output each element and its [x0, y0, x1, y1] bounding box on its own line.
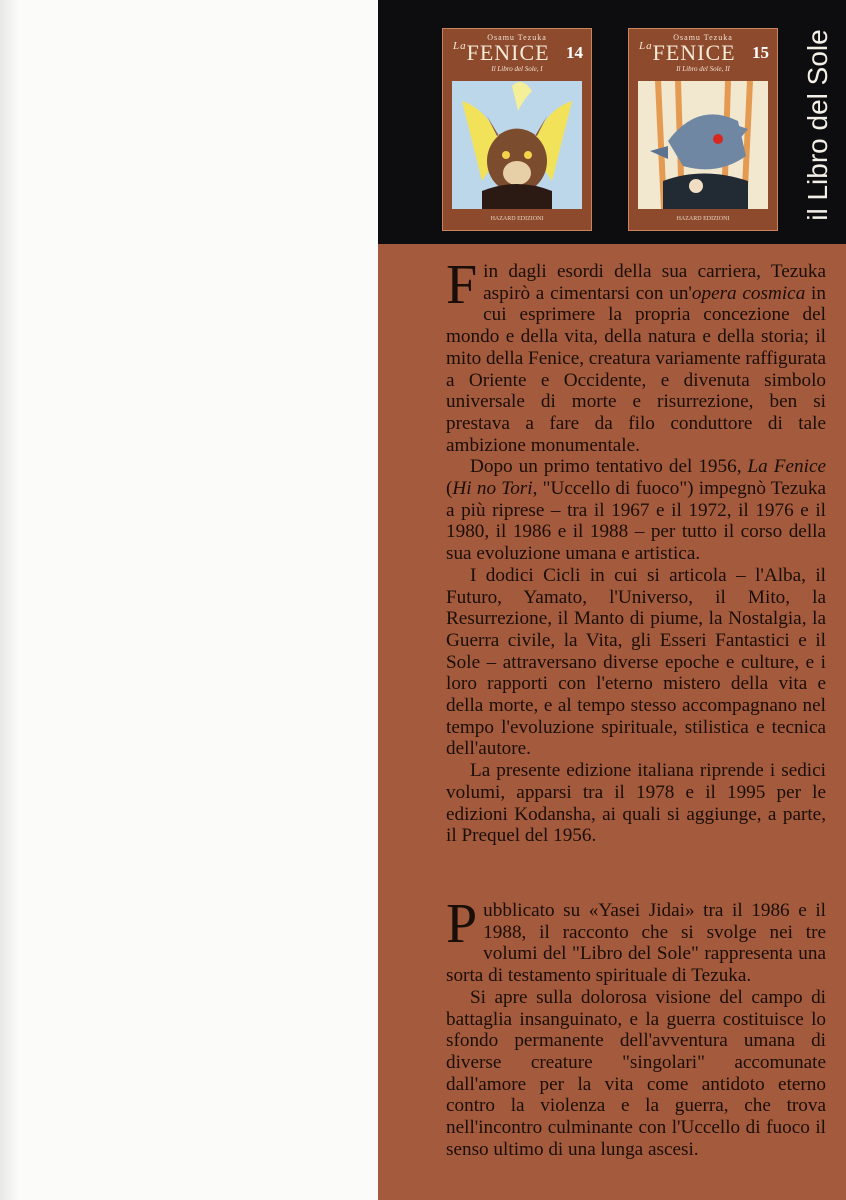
drop-cap: P	[446, 893, 478, 955]
cover-title-main: FENICE	[466, 40, 550, 65]
cover-title-small: La	[453, 40, 467, 52]
paragraph	[446, 254, 827, 456]
cover-subtitle: Il Libro del Sole, II	[676, 65, 730, 73]
paragraph-text: in cui esprimere la propria concezione del mondo e della vita, della natura e della storia; il mito della Fenice, creatura variamente raffigurata a Oriente e Occidente, e divenuta simbolo universale di morte e risurrezione, ben si prestava a fare da filo conduttore di tale ambizione monumentale.	[446, 282, 827, 456]
paragraph-text: Dopo un primo tentativo del 1956,	[470, 456, 748, 478]
page-edge-shadow	[0, 0, 18, 1200]
paragraph-text: (	[446, 478, 453, 500]
paragraph-text: in dagli esordi della sua carriera, Tezuka aspirò a cimentarsi con un'	[483, 261, 826, 304]
cover-title	[639, 40, 736, 66]
cover-title	[453, 40, 550, 66]
cover-subtitle: Il Libro del Sole, I	[491, 65, 543, 73]
synopsis-section-2	[446, 893, 826, 1160]
header-band	[378, 0, 846, 244]
side-title-text: il Libro del Sole	[802, 29, 833, 221]
paragraph	[446, 456, 826, 565]
cover-title-main: FENICE	[652, 40, 736, 65]
paragraph: La presente edizione italiana riprende i sedici volumi, apparsi tra il 1978 e il 1995 per le edizioni Kodansha, ai quali si aggiunge, a parte, il Prequel del 1956.	[446, 760, 826, 847]
drop-cap: F	[446, 254, 478, 316]
emphasis-text: Hi no Tori	[452, 478, 533, 500]
cover-author: Osamu Tezuka	[487, 33, 547, 42]
paragraph-text: , "Uccello di fuoco") impegnò Tezuka a più riprese – tra il 1967 e il 1972, il 1976 e il 1980, il 1986 e il 1988 – per tutto il corso della sua evoluzione umana e artistica.	[446, 478, 826, 565]
cover-publisher: HAZARD EDIZIONI	[676, 216, 730, 222]
series-side-title	[798, 20, 838, 230]
paragraph-text: ubblicato su «Yasei Jidai» tra il 1986 e il 1988, il racconto che si svolge nei tre volumi del "Libro del Sole" rappresenta una sorta di testamento spirituale di Tezuka.	[446, 900, 826, 987]
synopsis-section-1	[446, 254, 827, 847]
left-blank-page	[0, 0, 378, 1200]
paragraph: Si apre sulla dolorosa visione del campo di battaglia insanguinato, e la guerra costituisce lo sfondo permanente dell'avventura umana di diverse creature "singolari" accomunate dall'amore per la vita come antidoto eterno contro la violenza e la guerra, che trova nell'incontro culminante con l'Uccello di fuoco il senso ultimo di una lunga ascesi.	[446, 986, 826, 1160]
cover-volume-15	[628, 28, 778, 231]
cover-volume-14	[442, 28, 592, 231]
emphasis-text: opera cosmica	[691, 282, 806, 304]
cover-volume-number: 14	[566, 43, 583, 62]
cover-illustration-fox	[452, 81, 582, 209]
cover-title-small: La	[639, 40, 653, 52]
cover-publisher: HAZARD EDIZIONI	[490, 216, 544, 222]
cover-volume-number: 15	[752, 43, 769, 62]
cover-author: Osamu Tezuka	[673, 33, 733, 42]
paragraph: I dodici Cicli in cui si articola – l'Alba, il Futuro, Yamato, l'Universo, il Mito, la Resurrezione, il Manto di piume, la Nostalgia, la Guerra civile, la Vita, gli Esseri Fantastici e il Sole – attraversano diverse epoche e culture, e i loro rapporti con l'eterno mistero della vita e della morte, e al tempo stesso accompagnano nel tempo l'evoluzione spirituale, stilistica e tecnica dell'autore.	[446, 564, 826, 760]
back-cover-panel	[378, 0, 846, 1200]
paragraph	[446, 893, 826, 987]
cover-illustration-wolf	[638, 81, 768, 209]
emphasis-text: La Fenice	[747, 456, 826, 478]
